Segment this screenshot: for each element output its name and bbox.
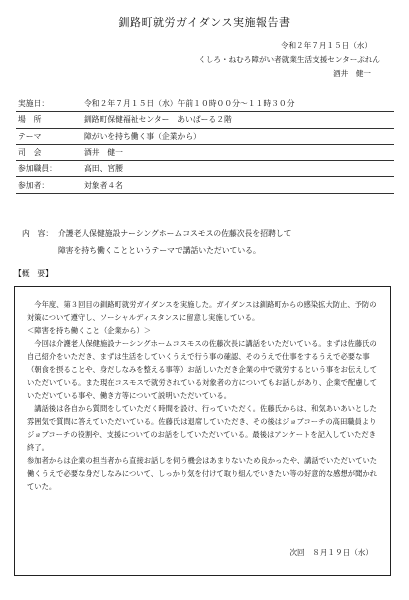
info-row-moderator	[16, 144, 394, 160]
info-value: 障がいを持ち働く事（企業から）	[84, 131, 201, 141]
info-row-participants	[16, 177, 394, 193]
report-title: 釧路町就労ガイダンス実施報告書	[118, 16, 291, 29]
info-label: 場 所	[18, 115, 42, 125]
info-label: 実施日：	[18, 99, 50, 109]
summary-paragraph: 今回は介護老人保健施設ナーシングホームコスモスの佐藤次長に講話をいただいている。まずは佐藤氏の自己紹介をいただき、まずは生活をしていくうえで行う事の確認、そのうえで仕事をするうえで必要な事（朝食を摂ることや、身だしなみを整える事等）お話しいただき企業の中で就労するという事をお伝えしていただいている。また現在コスモスで就労されている対象者の方についてもお話しがあり、企業で配慮していただいている事や、働き方等について説明いただいている。	[27, 339, 378, 400]
summary-subheading: ＜障害を持ち働くこと（企業から）＞	[27, 326, 152, 335]
info-value: 対象者４名	[84, 180, 123, 190]
next-session: 次回 ８月１９日（水）	[289, 548, 373, 557]
info-value: 酒井 健一	[84, 148, 123, 158]
info-label: 司 会	[18, 148, 42, 158]
info-table	[16, 96, 394, 194]
author-name: 酒井 健一	[333, 69, 371, 78]
summary-paragraph: 今年度、第３回目の釧路町就労ガイダンスを実施した。ガイダンスは釧路町からの感染拡大防止、予防の対策について遵守し、ソーシャルディスタンスに留意し実施している。	[27, 300, 377, 322]
organization-name: くしろ・ねむろ障がい者就業生活支援センターぷれん	[198, 55, 380, 64]
info-row-staff	[16, 161, 394, 177]
info-label: 参加職員：	[18, 164, 57, 174]
content-label: 内 容：	[22, 229, 54, 238]
info-row-date	[16, 96, 394, 112]
info-label: 参加者：	[18, 180, 50, 190]
content-text	[58, 225, 358, 259]
info-row-place	[16, 112, 394, 128]
info-label: テーマ	[18, 131, 42, 141]
summary-paragraph: 講話後は各自から質問をしていただく時間を設け、行っていただく。佐藤氏からは、和気あいあいとした雰囲気で質問に答えていただいている。佐藤氏は退席していただき、その後はジョブコーチの高田職員よりジョブコーチの役割や、支援についてのお話をしていただいている。最後はアンケートを記入していただき終了。	[27, 404, 377, 452]
report-date: 令和２年７月１５日（水）	[280, 41, 372, 50]
summary-body	[27, 298, 381, 493]
info-value: 高田、宮腰	[84, 164, 123, 174]
summary-paragraph: 参加者からは企業の担当者から直接お話しを伺う機会はあまりないため良かったや、講話でいただいていた働くうえで必要な身だしなみについて、しっかり気を付けて取り組んでいきたい等の好意的な感想が聞かれていた。	[27, 456, 378, 491]
info-row-theme	[16, 128, 394, 144]
info-value: 令和２年７月１５日（水）午前１０時００分～１１時３０分	[84, 99, 295, 109]
content-line: 障害を持ち働くことというテーマで講話いただいている。	[58, 246, 261, 255]
info-value: 釧路町保健福祉センター あいぱーる２階	[84, 115, 232, 125]
content-line: 介護老人保健施設ナーシングホームコスモスの佐藤次長を招聘して	[58, 229, 292, 238]
summary-label: 【概 要】	[14, 269, 53, 278]
